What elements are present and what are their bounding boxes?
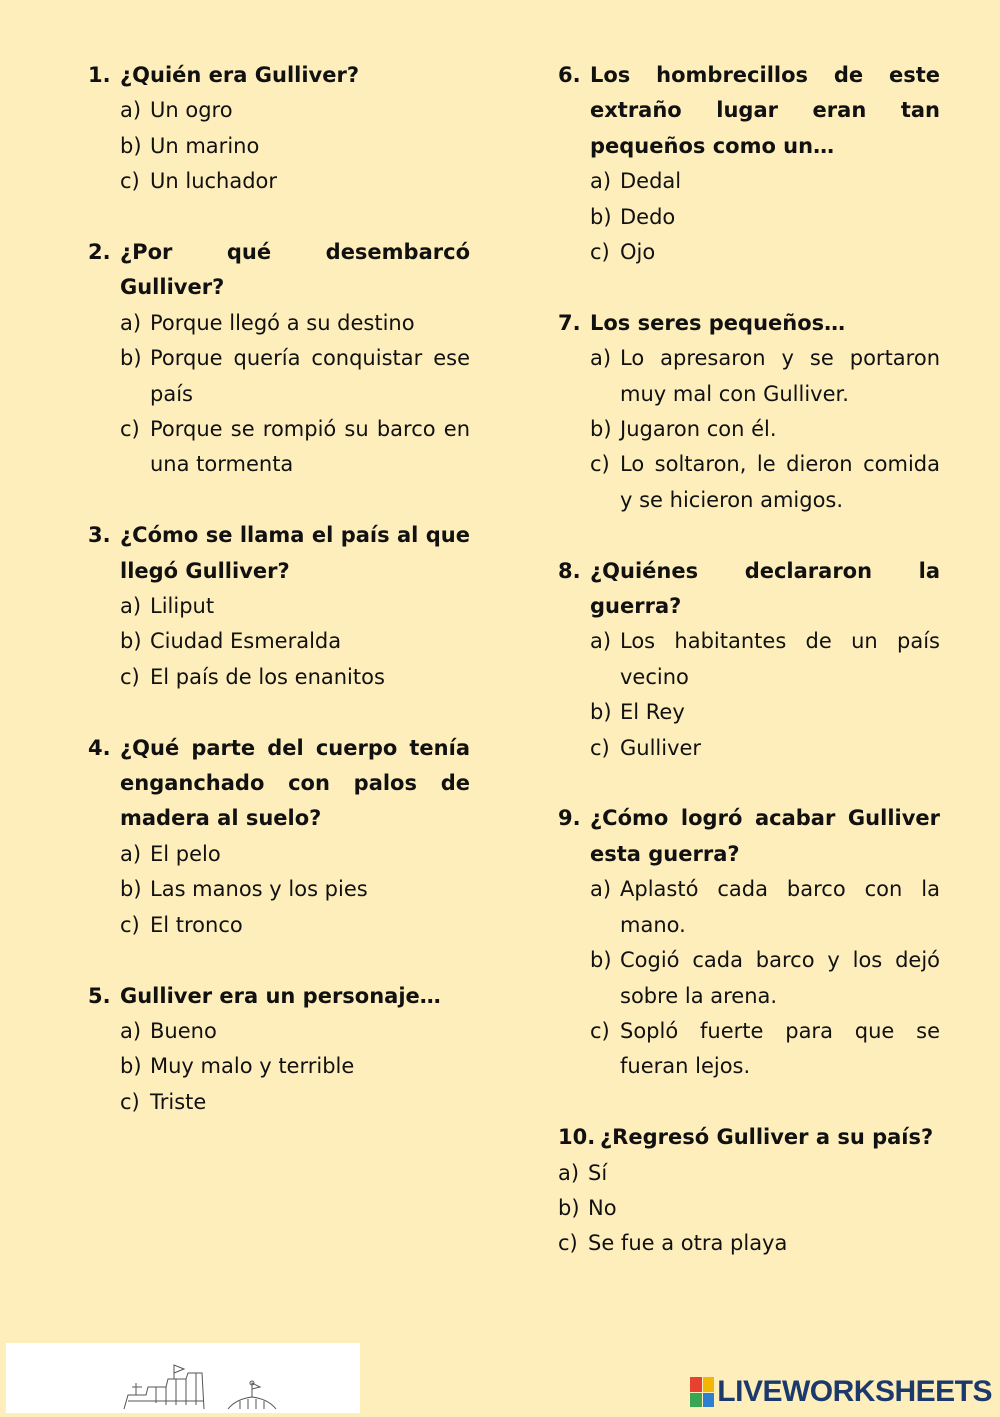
option-text: Porque llegó a su destino (150, 310, 415, 335)
question-10 (558, 1120, 940, 1262)
option-text: Los habitantes de un país vecino (620, 629, 940, 689)
option-text: Cogió cada barco y los dejó sobre la arena. (620, 948, 940, 1008)
option-letter: a) (120, 841, 142, 866)
option-c[interactable] (590, 447, 940, 518)
option-b[interactable] (120, 872, 470, 907)
question-1 (88, 58, 470, 200)
question-number: 9. (558, 806, 581, 831)
option-letter: c) (590, 735, 610, 760)
option-letter: c) (590, 1018, 610, 1043)
option-letter: a) (590, 877, 612, 902)
option-text: Liliput (150, 594, 215, 619)
question-text: Los hombrecillos de este extraño lugar eran tan pequeños como un… (590, 63, 940, 158)
question-number: 1. (88, 63, 111, 87)
option-c[interactable] (120, 1085, 470, 1120)
option-a[interactable] (590, 872, 940, 943)
option-letter: a) (120, 98, 142, 123)
option-text: Se fue a otra playa (588, 1231, 788, 1256)
option-text: Dedo (620, 204, 676, 229)
option-text: No (588, 1195, 617, 1220)
option-b[interactable] (120, 1049, 470, 1084)
question-text: ¿Regresó Gulliver a su país? (600, 1125, 934, 1150)
question-7 (558, 306, 940, 518)
option-text: Porque se rompió su barco en una tormenta (150, 417, 470, 477)
option-letter: c) (120, 1089, 140, 1114)
option-text: Lo apresaron y se portaron muy mal con Gulliver. (620, 346, 940, 406)
option-letter: c) (590, 240, 610, 265)
option-b[interactable] (590, 412, 940, 447)
option-c[interactable] (120, 164, 470, 199)
option-a[interactable] (120, 589, 470, 624)
left-column (88, 58, 470, 1120)
option-letter: c) (120, 169, 140, 194)
option-text: Sí (588, 1160, 608, 1185)
option-a[interactable] (590, 624, 940, 695)
option-letter: a) (590, 169, 612, 194)
option-a[interactable] (120, 1014, 470, 1049)
option-b[interactable] (120, 341, 470, 412)
option-text: Las manos y los pies (150, 877, 368, 902)
question-text: ¿Qué parte del cuerpo tenía enganchado con palos de madera al suelo? (120, 735, 470, 831)
option-letter: b) (558, 1195, 580, 1220)
option-a[interactable] (558, 1156, 940, 1191)
question-9 (558, 801, 940, 1084)
option-c[interactable] (120, 908, 470, 943)
question-3 (88, 518, 470, 695)
option-text: Dedal (620, 169, 682, 194)
question-text: ¿Quién era Gulliver? (120, 63, 360, 87)
option-letter: c) (120, 417, 140, 442)
option-text: Jugaron con él. (620, 417, 777, 442)
option-letter: b) (120, 133, 142, 158)
question-text: ¿Quiénes declararon la guerra? (590, 558, 940, 619)
question-text: ¿Por qué desembarcó Gulliver? (120, 240, 470, 300)
option-letter: a) (120, 594, 142, 619)
option-letter: a) (558, 1160, 580, 1185)
liveworksheets-logo-icon (690, 1377, 714, 1407)
option-b[interactable] (120, 624, 470, 659)
option-text: El Rey (620, 700, 685, 725)
option-c[interactable] (558, 1226, 940, 1261)
option-letter: b) (590, 417, 612, 442)
question-number: 4. (88, 735, 111, 760)
question-2 (88, 235, 470, 483)
option-c[interactable] (120, 412, 470, 483)
option-letter: a) (590, 629, 612, 654)
option-text: Bueno (150, 1018, 217, 1043)
option-letter: b) (120, 877, 142, 902)
option-text: Aplastó cada barco con la mano. (620, 877, 940, 937)
ship-sketch-icon (6, 1343, 360, 1413)
option-text: El país de los enanitos (150, 664, 385, 689)
right-column (558, 58, 940, 1262)
liveworksheets-logo[interactable] (690, 1374, 992, 1410)
question-6 (558, 58, 940, 270)
option-a[interactable] (120, 837, 470, 872)
option-b[interactable] (590, 943, 940, 1014)
option-c[interactable] (590, 235, 940, 270)
option-text: Sopló fuerte para que se fueran lejos. (620, 1018, 940, 1079)
option-letter: a) (120, 310, 142, 335)
question-4 (88, 731, 470, 943)
option-letter: b) (120, 346, 142, 371)
option-letter: b) (120, 629, 142, 654)
option-letter: c) (120, 664, 140, 689)
logo-text: LIVEWORKSHEETS (717, 1375, 992, 1408)
question-number: 2. (88, 240, 111, 265)
question-number: 6. (558, 63, 581, 87)
question-text: Los seres pequeños… (590, 310, 846, 335)
question-number: 5. (88, 983, 111, 1008)
option-letter: a) (590, 346, 612, 371)
option-text: Ojo (620, 240, 656, 265)
option-a[interactable] (120, 306, 470, 341)
option-text: Porque quería conquistar ese país (150, 346, 470, 406)
question-text: Gulliver era un personaje… (120, 983, 441, 1008)
option-text: Un luchador (150, 169, 278, 194)
option-letter: c) (120, 912, 140, 937)
option-c[interactable] (120, 660, 470, 695)
option-b[interactable] (120, 129, 470, 164)
question-8 (558, 554, 940, 766)
option-letter: c) (558, 1231, 578, 1256)
ship-illustration (6, 1343, 360, 1413)
option-letter: a) (120, 1018, 142, 1043)
question-5 (88, 979, 470, 1121)
option-text: Ciudad Esmeralda (150, 629, 342, 654)
option-b[interactable] (590, 200, 940, 235)
option-a[interactable] (590, 341, 940, 412)
option-letter: b) (590, 204, 612, 229)
option-text: Muy malo y terrible (150, 1054, 355, 1079)
question-number: 8. (558, 558, 581, 583)
option-letter: b) (590, 700, 612, 725)
option-text: Triste (150, 1089, 207, 1114)
option-b[interactable] (558, 1191, 940, 1226)
question-text: ¿Cómo logró acabar Gulliver esta guerra? (590, 806, 940, 866)
option-text: El tronco (150, 912, 243, 937)
question-number: 10. (558, 1125, 596, 1150)
option-b[interactable] (590, 695, 940, 730)
option-text: Gulliver (620, 735, 702, 760)
option-text: Un marino (150, 133, 260, 158)
option-text: Un ogro (150, 98, 233, 123)
question-text: ¿Cómo se llama el país al que llegó Gulliver? (120, 523, 470, 583)
option-letter: c) (590, 452, 610, 477)
question-number: 7. (558, 310, 581, 335)
option-letter: b) (590, 948, 612, 973)
option-a[interactable] (120, 93, 470, 128)
question-number: 3. (88, 523, 111, 548)
option-text: El pelo (150, 841, 221, 866)
option-a[interactable] (590, 164, 940, 199)
option-text: Lo soltaron, le dieron comida y se hicieron amigos. (620, 452, 940, 512)
option-c[interactable] (590, 731, 940, 766)
option-letter: b) (120, 1054, 142, 1079)
option-c[interactable] (590, 1014, 940, 1085)
